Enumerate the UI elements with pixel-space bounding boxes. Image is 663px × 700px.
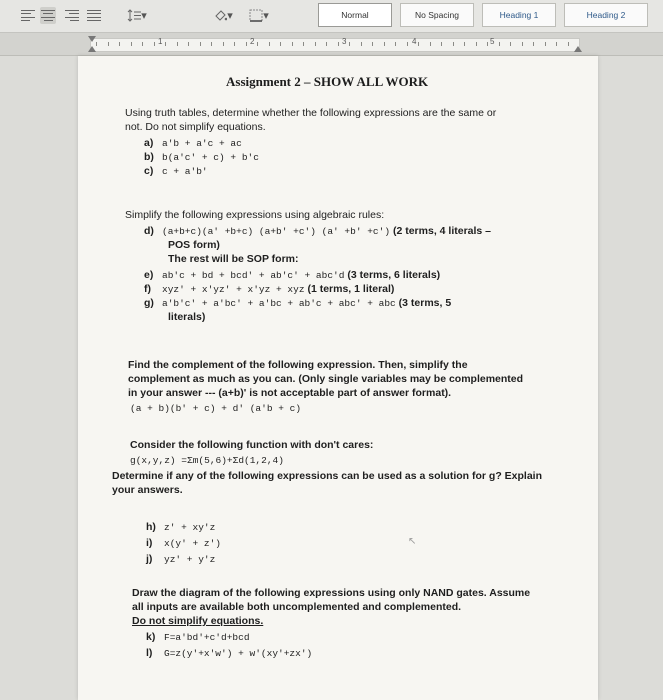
ruler-tick — [545, 42, 546, 46]
ruler-tick — [246, 42, 247, 46]
style-heading-2[interactable]: Heading 2 — [564, 3, 648, 27]
ruler-number: 4 — [412, 37, 417, 46]
borders-icon — [249, 9, 263, 22]
list-item — [144, 164, 208, 179]
paragraph-determine-2: your answers. — [112, 484, 183, 496]
ruler-tick — [303, 42, 304, 46]
left-indent-marker[interactable] — [88, 46, 96, 52]
item-label: d) — [144, 225, 154, 237]
ruler-tick — [384, 42, 385, 46]
item-expression: F=a'bd'+c'd+bcd — [164, 632, 250, 643]
ruler-tick — [211, 42, 212, 46]
item-note-continued: POS form) — [168, 239, 220, 251]
item-label: f) — [144, 283, 151, 295]
ruler-tick — [177, 42, 178, 46]
paragraph-nand-1: Draw the diagram of the following expressions using only NAND gates. Assume — [132, 587, 531, 599]
item-note: (3 terms, 5 — [398, 297, 452, 309]
chevron-down-icon: ▾ — [263, 10, 269, 22]
ruler-tick — [522, 42, 523, 46]
ruler-tick — [142, 42, 143, 46]
item-label: j) — [146, 553, 153, 565]
item-expression: yz' + y'z — [164, 554, 216, 565]
cursor-arrow-icon: ↖ — [408, 536, 417, 547]
justify-icon — [87, 10, 101, 22]
item-expression: G=z(y'+x'w') + w'(xy'+zx') — [164, 648, 313, 659]
item-expression: b(a'c' + c) + b'c — [162, 152, 259, 163]
item-note: (3 terms, 6 literals) — [347, 269, 441, 281]
page-title: Assignment 2 – SHOW ALL WORK — [226, 74, 429, 89]
ruler-tick — [269, 42, 270, 46]
style-heading-1[interactable]: Heading 1 — [482, 3, 556, 27]
item-expression: a'b'c' + a'bc' + a'bc + ab'c + abc' + abc — [162, 298, 396, 309]
align-center-button[interactable] — [40, 7, 56, 24]
ruler-tick — [487, 42, 488, 46]
ruler-tick — [556, 42, 557, 46]
ruler-tick — [234, 42, 235, 46]
item-expression: c + a'b' — [162, 166, 208, 177]
paragraph-determine-1: Determine if any of the following expressions can be used as a solution for g? Explain — [112, 470, 542, 482]
ruler-tick — [200, 42, 201, 46]
list-item — [144, 282, 394, 297]
paint-bucket-icon — [213, 9, 227, 22]
ruler-tick — [453, 42, 454, 46]
paragraph-dont-cares: Consider the following function with don't cares: — [130, 439, 374, 451]
ruler-tick — [154, 42, 155, 46]
ruler-tick — [223, 42, 224, 46]
item-label: l) — [146, 647, 153, 659]
paragraph-truth-tables-1: Using truth tables, determine whether the following expressions are the same or — [125, 107, 497, 119]
ruler-tick — [338, 42, 339, 46]
ruler-tick — [131, 42, 132, 46]
ruler-tick — [568, 42, 569, 46]
ruler-tick — [510, 42, 511, 46]
ruler-number: 1 — [158, 37, 163, 46]
item-label: i) — [146, 537, 153, 549]
line-spacing-button[interactable] — [124, 7, 150, 24]
list-item — [144, 268, 440, 283]
item-label: g) — [144, 297, 154, 309]
list-item — [146, 630, 250, 645]
style-normal[interactable]: Normal — [318, 3, 392, 27]
ruler-tick — [280, 42, 281, 46]
ruler-tick — [119, 42, 120, 46]
ribbon-toolbar — [0, 0, 663, 33]
ruler-tick — [188, 42, 189, 46]
first-line-indent-marker[interactable] — [88, 36, 96, 42]
ruler-number: 5 — [490, 37, 495, 46]
item-label: k) — [146, 631, 156, 643]
item-expression: x(y' + z') — [164, 538, 222, 549]
ruler-tick — [418, 42, 419, 46]
ruler — [0, 33, 663, 56]
list-item — [146, 646, 312, 661]
paragraph-complement-2: complement as much as you can. (Only single variables may be complemented — [128, 373, 524, 385]
list-item — [144, 224, 491, 239]
sop-note: The rest will be SOP form: — [168, 253, 299, 265]
align-right-icon — [65, 10, 79, 22]
ruler-tick — [292, 42, 293, 46]
ruler-tick — [361, 42, 362, 46]
ruler-tick — [407, 42, 408, 46]
ruler-tick — [430, 42, 431, 46]
item-note: (2 terms, 4 literals – — [392, 225, 492, 237]
item-label: e) — [144, 269, 154, 281]
document-page[interactable] — [78, 56, 598, 700]
function-expression: g(x,y,z) =Σm(5,6)+Σd(1,2,4) — [130, 455, 284, 466]
item-label: b) — [144, 151, 154, 163]
paragraph-simplify: Simplify the following expressions using algebraic rules: — [125, 209, 385, 221]
list-item — [146, 520, 215, 535]
item-expression: xyz' + x'yz' + x'yz + xyz — [162, 284, 305, 295]
ruler-tick — [96, 42, 97, 46]
ruler-tick — [441, 42, 442, 46]
ruler-tick — [395, 42, 396, 46]
ruler-tick — [533, 42, 534, 46]
ruler-tick — [108, 42, 109, 46]
right-indent-marker[interactable] — [574, 46, 582, 52]
ruler-tick — [372, 42, 373, 46]
list-item — [144, 296, 451, 311]
align-right-button[interactable] — [64, 7, 80, 24]
align-left-button[interactable] — [20, 7, 36, 24]
ruler-tick — [326, 42, 327, 46]
align-left-icon — [21, 10, 35, 22]
shading-button[interactable] — [208, 7, 238, 24]
item-label: h) — [146, 521, 156, 533]
style-no-spacing[interactable]: No Spacing — [400, 3, 474, 27]
ruler-tick — [257, 42, 258, 46]
ruler-band[interactable] — [90, 38, 580, 52]
item-expression: (a+b+c)(a' +b+c) (a+b' +c') (a' +b' +c') — [162, 226, 391, 237]
chevron-down-icon: ▾ — [227, 10, 233, 22]
item-note: (1 terms, 1 literal) — [307, 283, 395, 295]
ruler-tick — [476, 42, 477, 46]
paragraph-complement-3: in your answer --- (a+b)' is not acceptable part of answer format). — [128, 387, 452, 399]
ruler-number: 3 — [342, 37, 347, 46]
ruler-tick — [464, 42, 465, 46]
list-item — [144, 136, 242, 151]
item-label: c) — [144, 165, 154, 177]
chevron-down-icon: ▾ — [141, 10, 147, 22]
ruler-tick — [349, 42, 350, 46]
item-expression: ab'c + bd + bcd' + ab'c' + abc'd — [162, 270, 345, 281]
list-item — [146, 536, 221, 551]
complement-expression: (a + b)(b' + c) + d' (a'b + c) — [130, 403, 302, 414]
ruler-tick — [499, 42, 500, 46]
align-center-icon — [41, 10, 55, 22]
ruler-tick — [315, 42, 316, 46]
item-expression: a'b + a'c + ac — [162, 138, 242, 149]
line-spacing-icon — [127, 9, 141, 22]
justify-button[interactable] — [86, 7, 102, 24]
ruler-tick — [165, 42, 166, 46]
item-note-continued: literals) — [168, 311, 206, 323]
item-label: a) — [144, 137, 154, 149]
item-expression: z' + xy'z — [164, 522, 216, 533]
borders-button[interactable] — [244, 7, 274, 24]
paragraph-nand-2: all inputs are available both uncomplemented and complemented. — [132, 601, 462, 613]
list-item — [146, 552, 215, 567]
paragraph-complement-1: Find the complement of the following expression. Then, simplify the — [128, 359, 468, 371]
paragraph-truth-tables-2: not. Do not simplify equations. — [125, 121, 266, 133]
ruler-number: 2 — [250, 37, 255, 46]
paragraph-nand-3: Do not simplify equations. — [132, 615, 264, 627]
list-item — [144, 150, 259, 165]
